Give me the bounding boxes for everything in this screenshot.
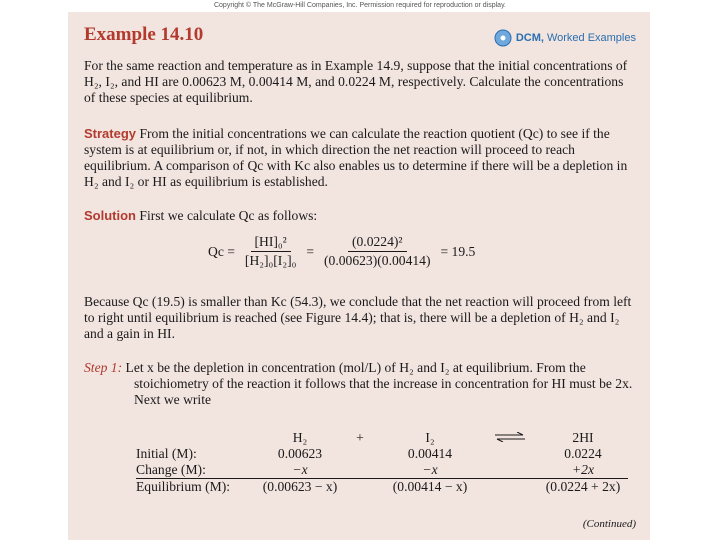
example-panel — [68, 12, 650, 540]
step1-paragraph — [84, 360, 636, 408]
copyright-notice: Copyright © The McGraw-Hill Companies, Inc. Permission required for reproduction or display. — [213, 2, 506, 9]
equilibrium-arrow-icon — [482, 430, 538, 446]
row-label: Equilibrium (M): — [136, 479, 231, 494]
ice-row-initial — [136, 446, 628, 462]
ice-row-equilibrium — [136, 479, 628, 496]
example-title: Example 14.10 — [84, 24, 204, 45]
ice-table — [136, 430, 628, 495]
cd-icon — [494, 29, 512, 47]
fraction-symbolic — [241, 234, 300, 269]
dcm-worked-examples-link[interactable] — [494, 29, 636, 47]
solution-paragraph — [84, 208, 636, 224]
continued-note: (Continued) — [582, 518, 636, 530]
eq-lhs: Qc = — [208, 243, 235, 259]
solution-label: Solution — [84, 208, 136, 223]
frac1-numerator: [HI]₀² — [251, 234, 291, 252]
equilibrium-h2: (0.00623 − x) — [262, 479, 338, 494]
species-plus: + — [356, 430, 364, 445]
equilibrium-hi: (0.0224 + 2x) — [545, 479, 621, 494]
row-label: Change (M): — [136, 462, 206, 477]
frac2-numerator: (0.0224)² — [348, 234, 407, 252]
step1-text: Let x be the depletion in concentration (mol/L) of H₂ and I₂ at equilibrium. From the stoichiometry of the reaction it follows that the increase in concentration for HI must be 2x. Next we write — [125, 360, 633, 407]
change-h2: −x — [292, 462, 308, 477]
initial-h2: 0.00623 — [277, 446, 323, 461]
strategy-text: From the initial concentrations we can calculate the reaction quotient (Qc) to see if the system is at equilibrium or, if not, in which direction the net reaction will proceed to reach equilibrium. A comparison of Qc with Kc also enables us to determine if there will be a depletion in H₂ and I₂ or HI as equilibrium is established. — [84, 126, 628, 189]
frac1-denominator: [H₂]₀[I₂]₀ — [244, 253, 297, 268]
row-label: Initial (M): — [136, 446, 197, 461]
solution-text: First we calculate Qc as follows: — [139, 208, 318, 223]
initial-hi: 0.0224 — [564, 446, 602, 461]
eq-equals: = — [306, 243, 315, 259]
dcm-brand: DCM, — [515, 32, 544, 44]
species-hi: 2HI — [572, 430, 594, 445]
strategy-paragraph — [84, 126, 636, 190]
change-i2: −x — [422, 462, 438, 477]
ice-header-row — [136, 430, 628, 446]
species-i2: I₂ — [425, 430, 435, 445]
equilibrium-i2: (0.00414 − x) — [392, 479, 468, 494]
dcm-label: Worked Examples — [546, 32, 636, 44]
fraction-numeric — [320, 234, 434, 269]
comparison-paragraph: Because Qc (19.5) is smaller than Kc (54.3), we conclude that the net reaction will proceed from left to right until equilibrium is reached (see Figure 14.4); that is, there will be a depletion of H₂ and I₂ and a gain in HI. — [84, 294, 632, 341]
problem-statement: For the same reaction and temperature as in Example 14.9, suppose that the initial concentrations of H₂, I₂, and HI are 0.00623 M, 0.00414 M, and 0.0224 M, respectively. Calculate the concentrations of these species at equilibrium. — [84, 58, 628, 105]
frac2-denominator: (0.00623)(0.00414) — [324, 253, 431, 268]
strategy-label: Strategy — [84, 126, 137, 141]
qc-equation — [208, 234, 475, 269]
change-hi: +2x — [571, 462, 594, 477]
initial-i2: 0.00414 — [407, 446, 453, 461]
step1-label: Step 1: — [84, 360, 123, 375]
eq-result: = 19.5 — [440, 243, 476, 259]
ice-row-change — [136, 462, 628, 479]
species-h2: H₂ — [292, 430, 308, 445]
